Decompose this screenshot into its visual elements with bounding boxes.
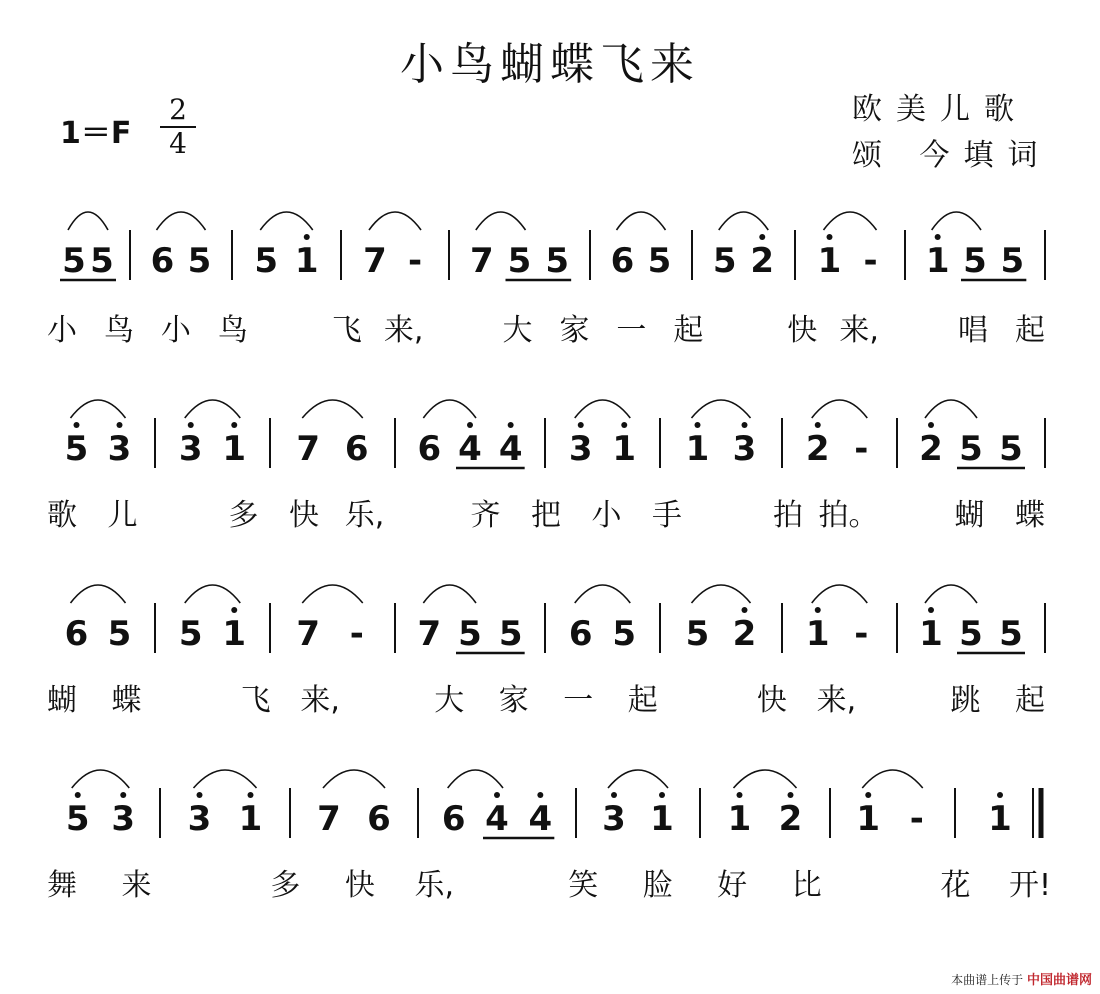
high-octave-dot	[742, 422, 748, 428]
dash-note: -	[349, 614, 364, 654]
note: 2	[805, 429, 830, 469]
note: 3	[111, 799, 136, 839]
note: 7	[363, 241, 387, 281]
slur	[617, 212, 666, 230]
lyric-syllable: 拍。	[818, 498, 879, 533]
slur	[423, 585, 476, 603]
lyric-syllable: 好	[717, 868, 748, 903]
slur	[608, 770, 668, 788]
high-octave-dot	[759, 234, 765, 240]
time-signature-top: 2	[169, 93, 187, 126]
note: 3	[107, 429, 132, 469]
high-octave-dot	[188, 422, 194, 428]
lyric-syllable: 手	[652, 498, 682, 533]
lyric-syllable: 快	[787, 313, 818, 348]
lyric-syllable: 唱	[958, 313, 989, 348]
lyric-syllable: 小	[47, 313, 77, 348]
note: 5	[498, 614, 523, 654]
footer-site-logo: 中国曲谱网	[1026, 973, 1092, 988]
note: 5	[963, 241, 987, 281]
note: 6	[150, 241, 175, 281]
note: 7	[296, 614, 321, 654]
slur	[734, 770, 797, 788]
lyric-syllable: 快	[289, 498, 319, 533]
note: 5	[187, 241, 212, 281]
dash-note: -	[854, 614, 869, 654]
time-signature-bottom: 4	[169, 127, 187, 160]
note: 1	[988, 799, 1012, 839]
high-octave-dot	[537, 792, 543, 798]
lyric-syllable: 小	[160, 313, 191, 348]
lyric-syllable: 起	[1015, 313, 1045, 348]
high-octave-dot	[231, 607, 237, 613]
note: 6	[344, 429, 369, 469]
lyric-syllable: 多	[228, 498, 259, 533]
dash-note: -	[854, 429, 869, 469]
lyric-syllable: 来,	[816, 683, 857, 718]
lyric-syllable: 来,	[383, 313, 424, 348]
note: 5	[178, 614, 203, 654]
high-octave-dot	[120, 792, 126, 798]
lyric-syllable: 小	[591, 498, 622, 533]
note: 5	[647, 241, 672, 281]
lyric-syllable: 多	[270, 868, 301, 903]
note: 1	[856, 799, 881, 839]
lyric-syllable: 把	[531, 498, 561, 533]
slur	[692, 585, 751, 603]
note: 5	[1000, 241, 1025, 281]
lyric-syllable: 花	[940, 868, 971, 903]
lyric-syllable: 家	[559, 313, 590, 348]
note: 3	[187, 799, 212, 839]
note: 5	[999, 429, 1023, 469]
lyric-syllable: 开!	[1008, 868, 1052, 903]
lyric-syllable: 歌	[47, 498, 77, 533]
high-octave-dot	[742, 607, 748, 613]
note: 4	[485, 799, 509, 839]
note: 4	[528, 799, 553, 839]
slur	[72, 770, 130, 788]
note: 1	[925, 241, 950, 281]
note: 2	[750, 241, 775, 281]
slur	[71, 400, 126, 418]
note: 7	[317, 799, 341, 839]
lyric-syllable: 一	[616, 313, 647, 348]
lyric-syllable: 跳	[950, 683, 981, 718]
note: 6	[441, 799, 466, 839]
slur	[369, 212, 421, 230]
note: 7	[469, 241, 494, 281]
slur	[812, 400, 868, 418]
lyric-syllable: 乐,	[414, 868, 455, 903]
lyric-syllable: 飞	[331, 313, 362, 348]
lyric-syllable: 蝴	[47, 683, 77, 718]
lyric-syllable: 蝴	[954, 498, 985, 533]
slur	[476, 212, 526, 230]
lyric-syllable: 比	[791, 868, 822, 903]
note: 5	[254, 241, 279, 281]
note: 4	[498, 429, 523, 469]
lyric-syllable: 儿	[107, 498, 138, 533]
note: 5	[712, 241, 737, 281]
note: 5	[64, 429, 89, 469]
lyric-syllable: 蝶	[111, 683, 142, 718]
dash-note: -	[407, 241, 423, 281]
lyric-syllable: 蝶	[1015, 498, 1045, 533]
note: 1	[805, 614, 830, 654]
high-octave-dot	[621, 422, 627, 428]
note: 6	[417, 429, 442, 469]
high-octave-dot	[494, 792, 500, 798]
high-octave-dot	[659, 792, 665, 798]
high-octave-dot	[467, 422, 473, 428]
high-octave-dot	[117, 422, 123, 428]
high-octave-dot	[197, 792, 203, 798]
note: 3	[602, 799, 626, 839]
lyric-syllable: 乐,	[344, 498, 385, 533]
slur	[925, 400, 977, 418]
note: 1	[650, 799, 674, 839]
note: 6	[568, 614, 593, 654]
high-octave-dot	[248, 792, 254, 798]
note: 1	[685, 429, 710, 469]
slur	[260, 212, 313, 230]
song-title: 小鸟蝴蝶飞来	[400, 39, 700, 90]
note: 1	[612, 429, 637, 469]
key-signature: 1＝F	[60, 116, 132, 151]
slur	[862, 770, 923, 788]
note: 5	[62, 241, 86, 281]
note: 1	[817, 241, 842, 281]
slur	[692, 400, 751, 418]
lyric-syllable: 起	[673, 313, 704, 348]
lyric-syllable: 脸	[642, 868, 673, 903]
note: 3	[568, 429, 593, 469]
footer-text: 本曲谱上传于	[951, 973, 1024, 987]
high-octave-dot	[304, 234, 310, 240]
note: 6	[367, 799, 391, 839]
slur	[68, 212, 108, 230]
high-octave-dot	[865, 792, 871, 798]
lyric-syllable: 一	[563, 683, 594, 718]
high-octave-dot	[737, 792, 743, 798]
note: 5	[612, 614, 637, 654]
slur	[302, 585, 363, 603]
lyric-syllable: 快	[756, 683, 787, 718]
high-octave-dot	[611, 792, 617, 798]
high-octave-dot	[815, 422, 821, 428]
slur	[71, 585, 126, 603]
lyric-syllable: 起	[1015, 683, 1045, 718]
note: 1	[222, 429, 247, 469]
slur	[194, 770, 257, 788]
high-octave-dot	[695, 422, 701, 428]
high-octave-dot	[578, 422, 584, 428]
slur	[719, 212, 769, 230]
slur	[423, 400, 476, 418]
slur	[448, 770, 503, 788]
lyric-syllable: 快	[344, 868, 375, 903]
note: 5	[65, 799, 90, 839]
octave-dot	[75, 792, 81, 798]
lyric-syllable: 齐	[470, 498, 501, 533]
lyric-syllable: 鸟	[217, 313, 248, 348]
slur	[302, 400, 363, 418]
high-octave-dot	[788, 792, 794, 798]
note: 5	[458, 614, 482, 654]
slur	[925, 585, 977, 603]
note: 5	[507, 241, 532, 281]
lyric-syllable: 鸟	[103, 313, 134, 348]
note: 1	[294, 241, 319, 281]
note: 6	[64, 614, 89, 654]
slur	[157, 212, 206, 230]
note: 5	[685, 614, 710, 654]
lyric-syllable: 起	[627, 683, 658, 718]
note: 7	[417, 614, 442, 654]
note: 2	[778, 799, 803, 839]
slur	[932, 212, 981, 230]
high-octave-dot	[935, 234, 941, 240]
note: 1	[919, 614, 943, 654]
footer-source	[951, 969, 1092, 988]
note: 5	[107, 614, 132, 654]
slur	[812, 585, 868, 603]
slur	[575, 400, 631, 418]
high-octave-dot	[827, 234, 833, 240]
note: 7	[296, 429, 321, 469]
lyric-syllable: 拍	[773, 498, 803, 533]
note: 5	[959, 614, 983, 654]
slur	[575, 585, 631, 603]
note: 4	[458, 429, 482, 469]
lyric-syllable: 家	[498, 683, 529, 718]
note: 1	[727, 799, 752, 839]
high-octave-dot	[508, 422, 514, 428]
high-octave-dot	[997, 792, 1003, 798]
high-octave-dot	[928, 422, 934, 428]
slur	[323, 770, 385, 788]
note: 2	[732, 614, 757, 654]
dash-note: -	[909, 799, 924, 839]
lyric-syllable: 来,	[300, 683, 340, 718]
note: 5	[90, 241, 114, 281]
note: 3	[732, 429, 757, 469]
note: 5	[999, 614, 1023, 654]
slur	[185, 400, 241, 418]
lyric-syllable: 来	[121, 868, 152, 903]
lyric-syllable: 笑	[568, 868, 599, 903]
lyric-syllable: 大	[434, 683, 465, 718]
high-octave-dot	[815, 607, 821, 613]
lyric-syllable: 舞	[47, 868, 77, 903]
note: 1	[238, 799, 263, 839]
slur	[824, 212, 877, 230]
slur	[185, 585, 241, 603]
note: 3	[178, 429, 203, 469]
credit-lyricist: 颂 今填词	[852, 138, 1052, 173]
high-octave-dot	[231, 422, 237, 428]
note: 2	[919, 429, 943, 469]
note: 5	[959, 429, 983, 469]
note: 1	[222, 614, 247, 654]
note: 5	[545, 241, 570, 281]
octave-dot	[74, 422, 80, 428]
lyric-syllable: 大	[502, 313, 533, 348]
credit-origin: 欧美儿歌	[852, 92, 1028, 127]
lyric-syllable: 飞	[240, 683, 271, 718]
dash-note: -	[863, 241, 878, 281]
high-octave-dot	[928, 607, 934, 613]
note: 6	[610, 241, 635, 281]
lyric-syllable: 来,	[839, 313, 879, 348]
